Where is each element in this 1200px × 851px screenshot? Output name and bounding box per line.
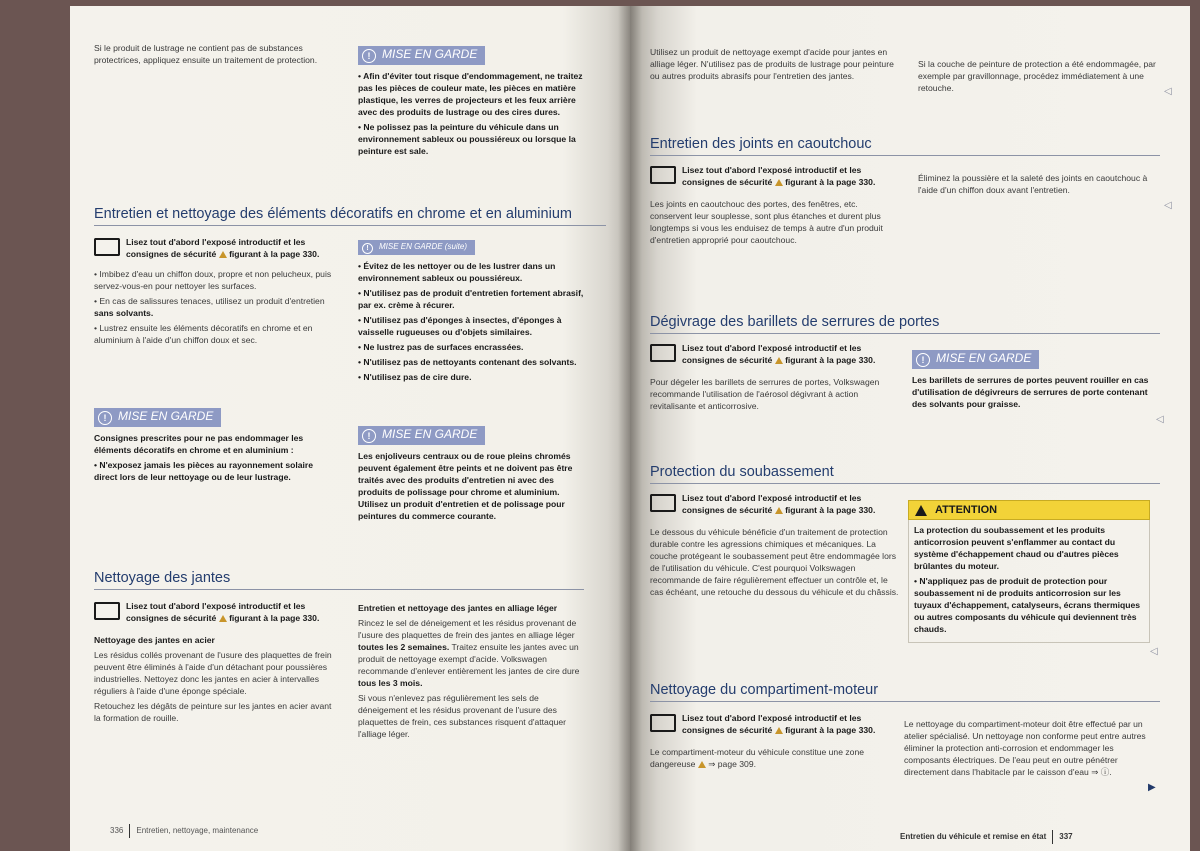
book-icon [94, 236, 120, 254]
book-icon [94, 600, 120, 618]
safety-reference: Lisez tout d'abord l'exposé introductif et les consignes de sécurité figurant à la page 330. [650, 164, 900, 188]
warning-triangle-icon [775, 357, 783, 364]
end-of-section-icon: ◁ [1150, 646, 1158, 657]
section-title-compartiment: Nettoyage du compartiment-moteur [650, 682, 1160, 702]
left-footer: 336 Entretien, nettoyage, maintenance [110, 824, 258, 838]
section-title-jantes: Nettoyage des jantes [94, 570, 584, 590]
warning-header: ! MISE EN GARDE [912, 350, 1039, 369]
safety-reference: Lisez tout d'abord l'exposé introductif et les consignes de sécurité figurant à la page 330. [94, 600, 336, 624]
safety-reference: Lisez tout d'abord l'exposé introductif et les consignes de sécurité figurant à la page 330. [650, 492, 900, 516]
safety-reference: Lisez tout d'abord l'exposé introductif et les consignes de sécurité figurant à la page 330. [650, 712, 900, 736]
section-soubassement-left: Lisez tout d'abord l'exposé introductif et les consignes de sécurité figurant à la page 330. Le dessous du véhicule bénéficie d'un traitement de protection durable contre les agressions chimiques et mécaniques. La couche protégeant le soubassement peut être endommagée lors de l'utilisation du véhicule. C'est pourquoi Volkswagen recommande de faire régulièrement effectuer un contrôle et, le cas échéant, une retouche du dessous du véhicule et du châssis. [650, 493, 899, 597]
book-icon [650, 712, 676, 730]
attention-triangle-icon [915, 505, 927, 516]
warning-triangle-icon [219, 615, 227, 622]
warning-icon: ! [98, 411, 112, 425]
section-title-joints: Entretien des joints en caoutchouc [650, 136, 1160, 156]
book-icon [650, 492, 676, 510]
section-compartiment-left: Lisez tout d'abord l'exposé introductif et les consignes de sécurité figurant à la page 330. Le compartiment-moteur du véhicule constitue une zone dangereuse ⇒ page 309. [650, 712, 900, 773]
continue-arrow-icon: ▶ [1148, 782, 1156, 793]
warning-box-4: ! MISE EN GARDE Les enjoliveurs centraux ou de roue pleins chromés peuvent également être peints et ne doivent pas être traités avec des produits d'entretien ni avec des produits de polissage pour chrome et aluminium. Utilisez un produit d'entretien et de polissage pour peintures du commerce courante. [358, 427, 573, 521]
right-page [630, 6, 1190, 851]
section-jantes-right: Entretien et nettoyage des jantes en alliage léger Rincez le sel de déneigement et les résidus provenant de l'usure des plaquettes de frein des jantes en alliage léger toutes les 2 semaines. Traitez ensuite les jantes avec un produit de nettoyage exempt d'acide. Volkswagen recommande d'enlever entièrement les jantes de cire dure tous les 3 mois. Si vous n'enlevez pas régulièrement les sels de déneigement et les résidus provenant de l'usure des plaquettes de frein, ces substances risquent d'attaquer l'alliage léger. [358, 603, 580, 739]
warning-icon: ! [362, 429, 376, 443]
warning-header: ! MISE EN GARDE [94, 408, 221, 427]
warning-header: ! MISE EN GARDE [358, 46, 485, 65]
book-gutter [618, 6, 642, 851]
section-title-barillets: Dégivrage des barillets de serrures de portes [650, 314, 1160, 334]
warning-icon: ! [362, 49, 376, 63]
warning-header: ! MISE EN GARDE [358, 426, 485, 445]
warning-header: ! MISE EN GARDE (suite) [358, 240, 475, 255]
warning-icon: ! [916, 353, 930, 367]
end-of-section-icon: ◁ [1164, 200, 1172, 211]
attention-header: ATTENTION [908, 500, 1150, 520]
right-footer: Entretien du véhicule et remise en état 337 [900, 830, 1073, 844]
warning-icon: ! [362, 243, 373, 254]
left-intro: Si le produit de lustrage ne contient pas de substances protectrices, appliquez ensuite un traitement de protection. [94, 43, 318, 65]
section-title-soubassement: Protection du soubassement [650, 464, 1160, 484]
end-of-section-icon: ◁ [1164, 86, 1172, 97]
warning-triangle-icon [698, 761, 706, 768]
warning-triangle-icon [775, 179, 783, 186]
right-intro-2: Si la couche de peinture de protection a été endommagée, par exemple par gravillonnage, procédez immédiatement à une retouche. [918, 59, 1156, 93]
warning-box-2: ! MISE EN GARDE Consignes prescrites pour ne pas endommager les éléments décoratifs en chrome et en aluminium : • N'exposez jamais les pièces au rayonnement solaire direct lors de leur nettoyage ou de leur lustrage. [94, 409, 314, 482]
section-compartiment-right: Le nettoyage du compartiment-moteur doit être effectué par un atelier spécialisé. Un nettoyage non conforme peut entre autres éliminer la protection anti-corrosion et endommager les composants électriques. De l'eau peut en outre pénétrer directement dans l'habitacle par le caisson d'eau ⇒ ⓘ. [904, 719, 1146, 777]
warning-triangle-icon [775, 507, 783, 514]
section-title-chrome: Entretien et nettoyage des éléments décoratifs en chrome et en aluminium [94, 206, 606, 226]
left-page [70, 6, 630, 851]
section-chrome-body: Lisez tout d'abord l'exposé introductif et les consignes de sécurité figurant à la page 330. • Imbibez d'eau un chiffon doux, propre et non pelucheux, puis servez-vous-en pour nettoyer les surfaces. • En cas de salissures tenaces, utilisez un produit d'entretien sans solvants. • Lustrez ensuite les éléments décoratifs en chrome et en aluminium à l'aide d'un chiffon doux et sec. [94, 236, 336, 349]
book-icon [650, 164, 676, 182]
warning-triangle-icon [775, 727, 783, 734]
section-jantes-left: Lisez tout d'abord l'exposé introductif et les consignes de sécurité figurant à la page 330. Nettoyage des jantes en acier Les résidus collés provenant de l'usure des plaquettes de frein peuvent être éliminés à l'aide d'un détachant pour poussières industrielles. Nettoyez donc les jantes en acier à intervalles réguliers à l'aide d'une éponge spéciale. Retouchez les dégâts de peinture sur les jantes en acier avant la formation de rouille. [94, 600, 336, 727]
warning-triangle-icon [219, 251, 227, 258]
warning-box-barillets: ! MISE EN GARDE Les barillets de serrures de portes peuvent rouiller en cas d'utilisation de dégivreurs de serrures de porte contenant des solvants pour graisse. [912, 351, 1149, 409]
section-barillets-left: Lisez tout d'abord l'exposé introductif et les consignes de sécurité figurant à la page 330. Pour dégeler les barillets de serrures de portes, Volkswagen recommande l'utilisation de l'aérosol dégivrant à action revitalisante et anticorrosive. [650, 342, 900, 415]
section-joints-right: Éliminez la poussière et la saleté des joints en caoutchouc à l'aide d'un chiffon doux avant l'entretien. [918, 173, 1148, 195]
warning-box-1: ! MISE EN GARDE • Afin d'éviter tout risque d'endommagement, ne traitez pas les pièces de couleur mate, les pièces en matière plastique, les verres de projecteurs et les feux arrière avec des produits de lustrage ou des cires dures. • Ne polissez pas la peinture du véhicule dans un environnement sableux ou poussiéreux ou lorsque la peinture est sale. [358, 47, 583, 156]
section-joints-left: Lisez tout d'abord l'exposé introductif et les consignes de sécurité figurant à la page 330. Les joints en caoutchouc des portes, des fenêtres, etc. conservent leur souplesse, sont plus étanches et durent plus longtemps si vous les enduisez de temps à autre d'un produit d'entretien approprié pour caoutchouc. [650, 164, 900, 249]
safety-reference: Lisez tout d'abord l'exposé introductif et les consignes de sécurité figurant à la page 330. [650, 342, 900, 366]
end-of-section-icon: ◁ [1156, 414, 1164, 425]
book-icon [650, 342, 676, 360]
attention-box: ATTENTION La protection du soubassement et les produits anticorrosion peuvent s'enflammer au contact du système d'échappement chaud ou d'autres pièces brûlantes du moteur. • N'appliquez pas de produit de protection pour soubassement ni de produits anticorrosion sur les tuyaux d'échappement, catalyseurs, écrans thermiques ou autres composants du véhicule qui deviennent très chauds. [908, 500, 1150, 643]
safety-reference: Lisez tout d'abord l'exposé introductif et les consignes de sécurité figurant à la page 330. [94, 236, 336, 260]
warning-box-3: ! MISE EN GARDE (suite) • Évitez de les nettoyer ou de les lustrer dans un environnement sableux ou poussiéreux. • N'utilisez pas de produit d'entretien fortement abrasif, par ex. crème à récurer. • N'utilisez pas d'éponges à insectes, d'éponges à vaisselle rugueuses ou d'objets similaires. • Ne lustrez pas de surfaces encrassées. • N'utilisez pas de nettoyants contenant des solvants. • N'utilisez pas de cire dure. [358, 242, 584, 382]
right-intro: Utilisez un produit de nettoyage exempt d'acide pour jantes en alliage léger. N'utilisez pas de produits de lustrage pour peinture ou autres produits abrasifs pour l'entretien des jantes. [650, 47, 894, 81]
